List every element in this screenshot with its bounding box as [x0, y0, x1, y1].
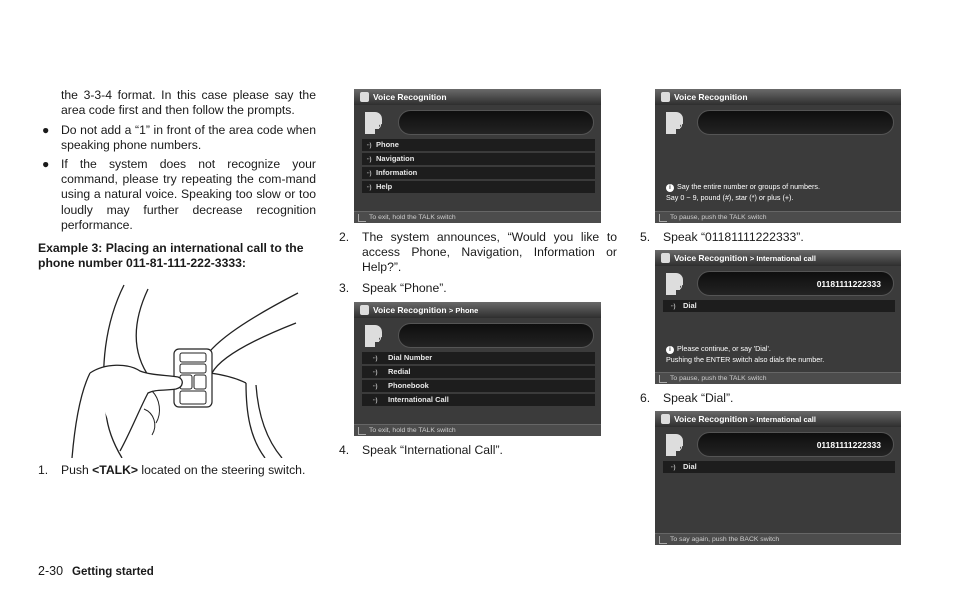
voice-recognition-screen-main [354, 89, 601, 223]
voice-icon [360, 305, 369, 315]
menu-item-label: Help [376, 182, 393, 191]
screen-title: Voice Recognition [373, 92, 447, 102]
info-icon: i [666, 346, 674, 354]
screen-subtitle: > Phone [448, 306, 479, 315]
speaking-head-icon [662, 271, 686, 297]
menu-item-navigation[interactable] [362, 153, 595, 165]
screen-subtitle: > International call [749, 415, 816, 424]
info-line: Please continue, or say 'Dial'. [677, 344, 771, 353]
menu-item-label: Dial [683, 462, 697, 471]
bullet-text: If the system does not recognize your command, please try repeating the com-mand using a natural voice. Speaking too slow or too loudly may further decrease recognition performance. [61, 157, 316, 232]
menu-item-redial[interactable] [362, 366, 595, 378]
menu-item-label: Phonebook [388, 381, 429, 390]
voice-input-display [398, 110, 594, 135]
bullet-dot-icon: ● [42, 123, 50, 137]
voice-command-icon: ᐧᐧ) [366, 185, 372, 191]
footer-hint: To pause, push the TALK switch [670, 214, 767, 221]
step-number: 2. [339, 230, 350, 244]
switch-icon [659, 214, 667, 222]
screen-title-bar [655, 89, 901, 105]
voice-recognition-screen-international-dial [655, 250, 901, 384]
steering-switch-illustration [60, 283, 300, 458]
step-text [61, 463, 316, 478]
screen-subtitle: > International call [749, 254, 816, 263]
step-text: Speak “International Call”. [362, 443, 503, 457]
menu-item-dial[interactable] [663, 300, 895, 312]
screen-title: Voice Recognition [674, 414, 748, 424]
info-line: Say the entire number or groups of numbers. [677, 182, 821, 191]
info-message [666, 182, 820, 203]
screen-title-bar [655, 250, 901, 266]
voice-recognition-screen-number-entry [655, 89, 901, 223]
intro-paragraph: the 3-3-4 format. In this case please say the area code first and then follow the prompts. [61, 88, 316, 118]
switch-icon [659, 375, 667, 383]
step-text: The system announces, “Would you like to access Phone, Navigation, Information or Help?”. [362, 230, 617, 275]
voice-command-icon: ᐧᐧ) [372, 384, 378, 390]
screen-title: Voice Recognition [373, 305, 447, 315]
step-number: 1. [38, 463, 49, 477]
menu-item-label: Phone [376, 140, 399, 149]
voice-command-icon: ᐧᐧ) [366, 157, 372, 163]
voice-command-icon: ᐧᐧ) [670, 304, 676, 310]
voice-recognition-screen-dial-confirm [655, 411, 901, 545]
info-message [666, 344, 824, 365]
voice-command-icon: ᐧᐧ) [366, 143, 372, 149]
page-footer [38, 564, 154, 578]
speaking-head-icon [361, 323, 385, 349]
footer-hint: To say again, push the BACK switch [670, 536, 780, 543]
info-line: Say 0 ~ 9, pound (#), star (*) or plus (+). [666, 192, 794, 202]
voice-command-icon: ᐧᐧ) [670, 465, 676, 471]
step-number: 5. [640, 230, 651, 244]
phone-number-display: 01181111222333 [697, 432, 894, 457]
menu-item-label: Dial Number [388, 353, 433, 362]
screen-footer [354, 211, 601, 223]
switch-icon [659, 536, 667, 544]
screen-title-bar [354, 89, 601, 105]
step-text-pre: Push [61, 463, 93, 477]
talk-switch-label: <TALK> [92, 463, 138, 477]
page-number: 2-30 [38, 564, 64, 578]
voice-icon [661, 92, 670, 102]
screen-title-bar [354, 302, 601, 318]
menu-item-international-call[interactable] [362, 394, 595, 406]
info-icon: i [666, 184, 674, 192]
menu-item-label: Redial [388, 367, 411, 376]
voice-icon [661, 253, 670, 263]
footer-hint: To exit, hold the TALK switch [369, 214, 456, 221]
voice-icon [360, 92, 369, 102]
menu-item-information[interactable] [362, 167, 595, 179]
step-text: Speak “Dial”. [663, 391, 734, 405]
menu-item-label: Information [376, 168, 418, 177]
info-line: Pushing the ENTER switch also dials the number. [666, 354, 825, 364]
bullet-dot-icon: ● [42, 157, 50, 171]
switch-icon [358, 427, 366, 435]
step-text: Speak “Phone”. [362, 281, 447, 295]
bullet-text: Do not add a “1” in front of the area code when speaking phone numbers. [61, 123, 316, 153]
voice-command-icon: ᐧᐧ) [372, 356, 378, 362]
menu-item-label: International Call [388, 395, 449, 404]
section-title: Getting started [72, 566, 154, 578]
step-text: Speak “01181111222333”. [663, 230, 804, 244]
step-number: 4. [339, 443, 350, 457]
voice-command-icon: ᐧᐧ) [366, 171, 372, 177]
speaking-head-icon [361, 110, 385, 136]
footer-hint: To pause, push the TALK switch [670, 375, 767, 382]
screen-footer [354, 424, 601, 436]
menu-item-dial[interactable] [663, 461, 895, 473]
example-heading: Example 3: Placing an international call to the phone number 011-81-111-222-3333: [38, 241, 304, 271]
voice-input-display [697, 110, 894, 135]
voice-recognition-screen-phone [354, 302, 601, 436]
speaking-head-icon [662, 110, 686, 136]
speaking-head-icon [662, 432, 686, 458]
voice-input-display [398, 323, 594, 348]
step-number: 6. [640, 391, 651, 405]
menu-item-label: Dial [683, 301, 697, 310]
switch-icon [358, 214, 366, 222]
screen-title: Voice Recognition [674, 92, 748, 102]
voice-icon [661, 414, 670, 424]
menu-item-help[interactable] [362, 181, 595, 193]
voice-command-icon: ᐧᐧ) [372, 398, 378, 404]
screen-footer [655, 533, 901, 545]
voice-command-icon: ᐧᐧ) [372, 370, 378, 376]
screen-footer [655, 372, 901, 384]
phone-number-display: 01181111222333 [697, 271, 894, 296]
menu-item-label: Navigation [376, 154, 415, 163]
screen-title: Voice Recognition [674, 253, 748, 263]
footer-hint: To exit, hold the TALK switch [369, 427, 456, 434]
menu-item-phonebook[interactable] [362, 380, 595, 392]
step-text-post: located on the steering switch. [138, 463, 306, 477]
screen-title-bar [655, 411, 901, 427]
menu-item-dial-number[interactable] [362, 352, 595, 364]
menu-item-phone[interactable] [362, 139, 595, 151]
step-number: 3. [339, 281, 350, 295]
screen-footer [655, 211, 901, 223]
